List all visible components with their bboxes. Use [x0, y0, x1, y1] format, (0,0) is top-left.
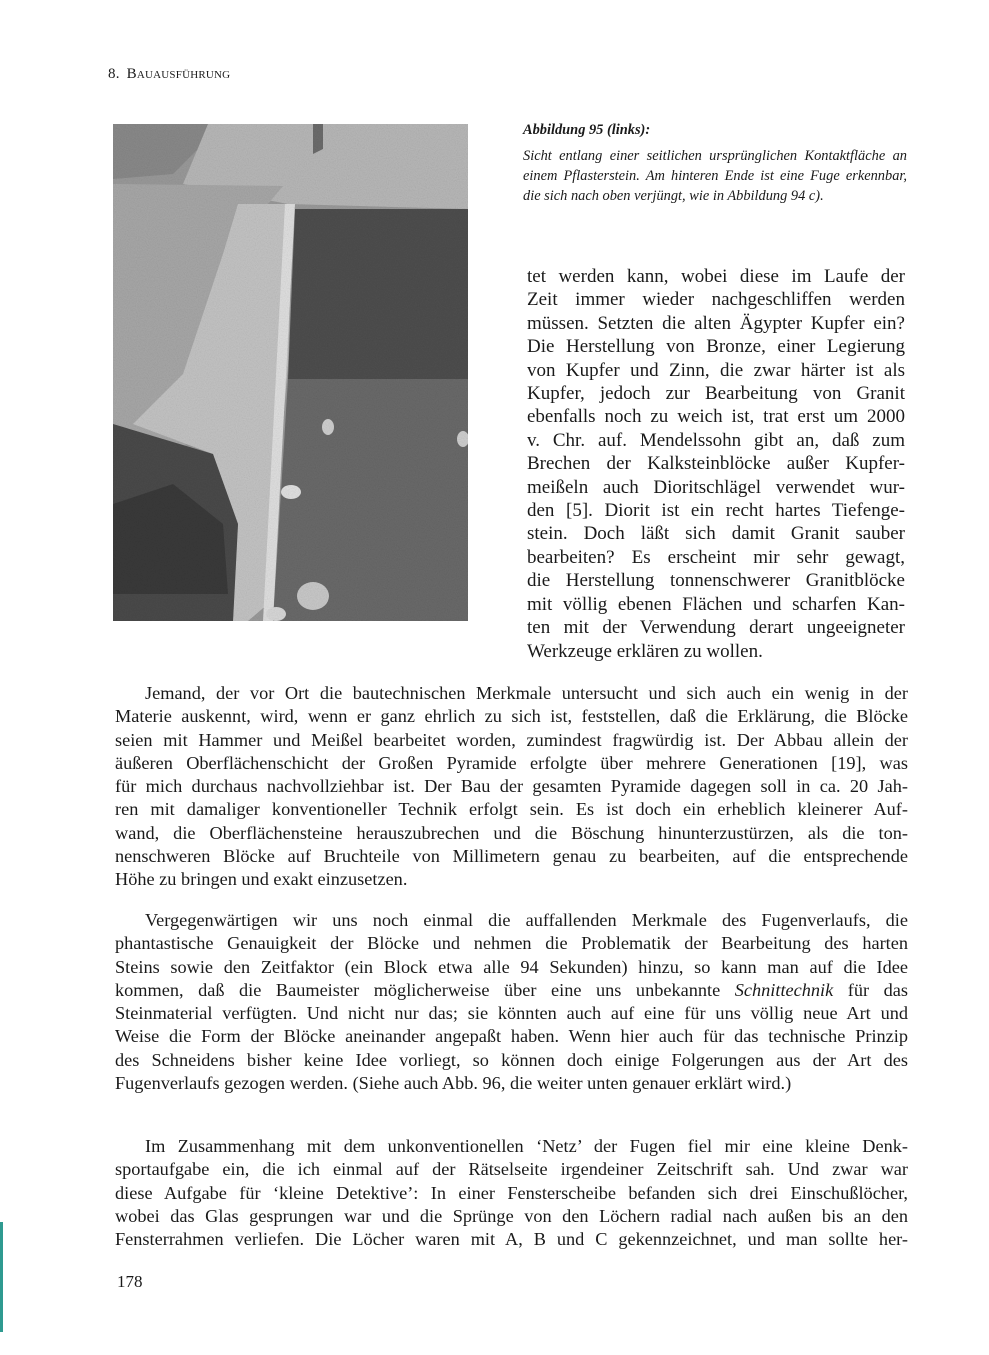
text-line-with-emphasis: [115, 979, 908, 1002]
text-line: Materie auskennt, wird, wenn er ganz ehrlich zu sich ist, feststellen, daß die Erklärung, die Blöcke: [115, 706, 908, 727]
caption-body: Sicht entlang einer seitlichen ursprünglichen Kontaktfläche an einem Pflasterstein. Am hinteren Ende ist eine Fuge erkennbar, die sich nach oben verjüngt, wie in Abbildung 94 c).: [523, 148, 907, 204]
text-line: wand, die Oberflächensteine herauszubrechen und die Böschung hinunterzustürzen, als die ton-: [115, 822, 908, 843]
text-line: Fugenverlaufs gezogen werden. (Siehe auch Abb. 96, die weiter unten genauer erklärt wird.): [115, 1073, 792, 1094]
text-line: mit völlig ebenen Flächen und scharfen Kan-: [527, 593, 905, 615]
column-text: [527, 265, 905, 663]
text-line: Höhe zu bringen und exakt einzusetzen.: [115, 869, 408, 890]
text-line: ebenfalls noch zu weich ist, trat erst um 2000: [527, 406, 905, 428]
text-line: die Herstellung tonnenschwerer Granitblöcke: [527, 570, 905, 592]
text-line: v. Chr. auf. Mendelssohn gibt an, daß zum: [527, 429, 905, 451]
text-line: phantastische Genauigkeit der Blöcke und nehmen die Problematik der Bearbeitung des harten: [115, 933, 908, 954]
text-line: Vergegenwärtigen wir uns noch einmal die auffallenden Merkmale des Fugenverlaufs, die: [145, 910, 908, 930]
text-line: Steins sowie den Zeitfaktor (ein Block etwa alle 94 Sekunden) hinzu, so kann man auf die Idee: [115, 956, 908, 977]
text-line: sportaufgabe ein, die ich einmal auf der Rätselseite irgendeiner Zeitschrift sah. Und zwar war: [115, 1159, 908, 1180]
text-line: müssen. Setzten die alten Ägypter Kupfer ein?: [527, 312, 905, 334]
text-line: seien mit Hammer und Meißel bearbeitet worden, zumindest fragwürdig ist. Der Abbau allein der: [115, 729, 908, 750]
text-line: Die Herstellung von Bronze, einer Legierung: [527, 336, 905, 358]
running-head: [108, 66, 230, 83]
text-line: Jemand, der vor Ort die bautechnischen Merkmale untersucht und sich auch ein wenig in der: [145, 683, 908, 703]
scan-edge-strip: [0, 1222, 3, 1332]
stone-block-photo: [113, 124, 468, 621]
caption-title: Abbildung 95 (links):: [523, 122, 651, 138]
text-line: ren mit damaliger konventioneller Technik erfolgt sein. Es ist doch ein erheblich kleinerer Auf-: [115, 799, 908, 820]
text-line: Fensterrahmen verliefen. Die Löcher waren mit A, B und C gekennzeichnet, und man sollte her-: [115, 1229, 908, 1250]
text-line: Weise die Form der Blöcke aneinander angepaßt haben. Wenn hier auch für das technische Prinzip: [115, 1026, 908, 1047]
text-segment: für das: [833, 979, 909, 1000]
text-line: stein. Doch läßt sich damit Granit sauber: [527, 523, 905, 545]
text-segment: kommen, daß die Baumeister möglicherweise über eine uns unbekannte: [115, 979, 735, 1000]
text-line: Brechen der Kalksteinblöcke außer Kupfer-: [527, 453, 905, 475]
text-line: wobei das Glas gesprungen war und die Sprünge von den Löchern radial nach außen bis an den: [115, 1205, 908, 1226]
page-number: 178: [117, 1272, 143, 1291]
text-line: Kupfer, jedoch zur Bearbeitung von Granit: [527, 383, 905, 405]
text-line: des Schneidens bisher keine Idee vorliegt, so können doch einige Folgerungen aus der Art des: [115, 1049, 908, 1070]
chapter-number: 8.: [108, 66, 120, 82]
text-line: nenschweren Blöcke auf Bruchteile von Millimetern genau zu bearbeiten, auf die entsprechende: [115, 846, 908, 867]
chapter-title: Bauausführung: [126, 66, 231, 82]
text-line: äußeren Oberflächenschicht der Großen Pyramide erfolgte über mehrere Generationen [19], was: [115, 752, 908, 773]
paragraph-1: [115, 682, 908, 892]
figure-photo: [113, 124, 468, 621]
text-line: Zeit immer wieder nachgeschliffen werden: [527, 289, 905, 311]
figure-caption: [523, 120, 907, 206]
text-line: meißeln auch Dioritschlägel verwendet wur-: [527, 476, 905, 498]
text-line: Steinmaterial verfügten. Und nicht nur das; sie könnten auch auf eine für uns völlig neue Art und: [115, 1003, 908, 1024]
text-line: den [5]. Diorit ist ein recht hartes Tiefenge-: [527, 500, 905, 522]
text-line: diese Aufgabe für ‘kleine Detektive’: In einer Fensterscheibe befanden sich drei Einschußlöcher,: [115, 1182, 908, 1203]
text-line: bearbeiten? Es erscheint mir sehr gewagt,: [527, 546, 905, 568]
text-line: für mich durchaus nachvollziehbar ist. Der Bau der gesamten Pyramide dagegen soll in ca. 20 Jah-: [115, 776, 908, 797]
paragraph-3: [115, 1135, 908, 1251]
emphasis-term: Schnittechnik: [734, 979, 834, 1000]
text-line: Im Zusammenhang mit dem unkonventionellen ‘Netz’ der Fugen fiel mir eine kleine Denk-: [145, 1136, 908, 1156]
text-line: Werkzeuge erklären zu wollen.: [527, 640, 763, 662]
text-line: von Kupfer und Zinn, die zwar härter ist als: [527, 359, 905, 381]
paragraph-2: [115, 909, 908, 1095]
text-line: ten mit der Verwendung derart ungeeigneter: [527, 617, 905, 639]
text-line: tet werden kann, wobei diese im Laufe der: [527, 266, 905, 287]
